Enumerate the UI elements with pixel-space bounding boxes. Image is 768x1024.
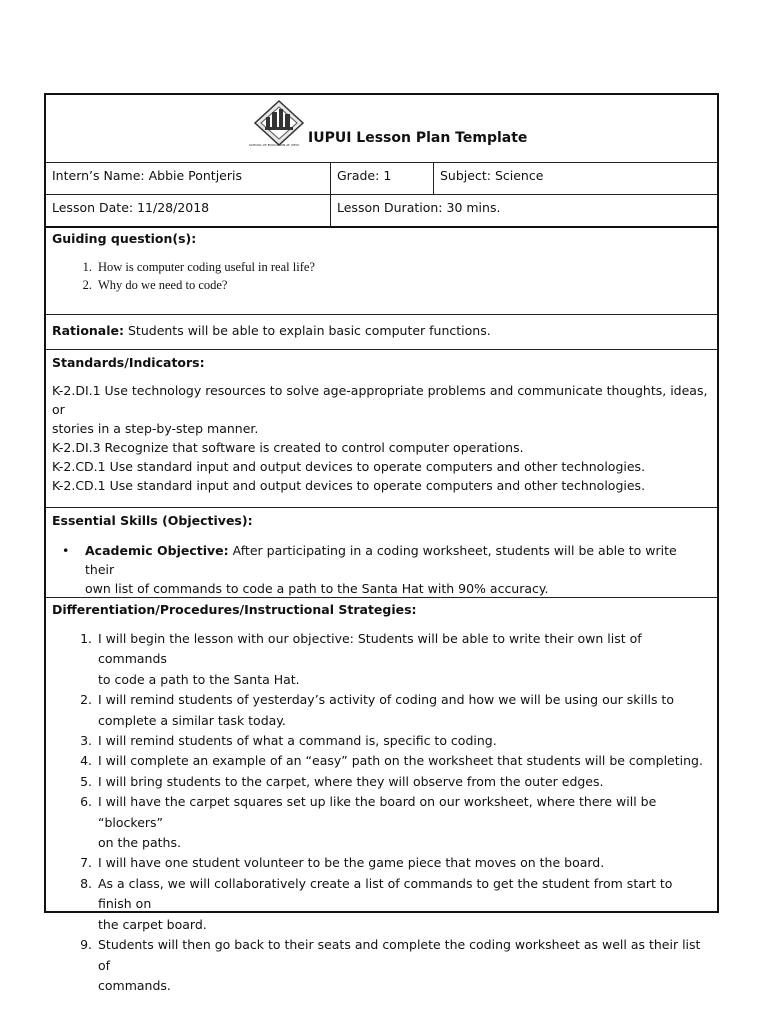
procedure-step [46,690,717,731]
lesson-duration-cell [330,195,717,226]
procedure-step-line: As a class, we will collaboratively create a list of commands to get the student from start to finish on [98,875,673,912]
procedure-step-line: Students will then go back to their seats and complete the coding worksheet as well as their list of [98,937,701,973]
rationale-text: Students will be able to explain basic computer functions. [128,323,491,338]
grade-value: 1 [383,168,392,183]
intern-name-cell [46,163,330,194]
standards-section [46,350,717,508]
standards-heading: Standards/Indicators: [52,355,205,370]
intern-name-label: Intern’s Name: [52,168,145,183]
procedure-step-number: 2. [80,692,92,708]
procedure-step [46,772,717,792]
standards-list [46,381,717,495]
procedure-step [46,731,717,751]
subject-value: Science [494,168,544,183]
procedures-list [46,629,717,996]
procedure-step-line: the carpet board. [98,916,207,932]
grade-cell [330,163,433,194]
procedure-step-line: commands. [98,977,171,993]
standard-line: K-2.CD.1 Use standard input and output devices to operate computers and other technologies. [52,459,646,474]
procedure-step [46,935,717,996]
standard-line: K-2.CD.1 Use standard input and output devices to operate computers and other technologies. [52,478,646,493]
procedure-step-number: 6. [80,794,92,810]
procedure-step-line: I will have the carpet squares set up like the board on our worksheet, where there will be “blockers” [98,794,657,830]
procedure-step-line: to code a path to the Santa Hat. [98,671,300,687]
standard-line: K-2.DI.1 Use technology resources to solve age-appropriate problems and communicate thoughts, ideas, or [52,383,708,417]
essential-skills-heading: Essential Skills (Objectives): [52,513,253,528]
standard-line: stories in a step-by-step manner. [52,421,259,436]
procedure-step-line: I will begin the lesson with our objective: Students will be able to write their own list of commands [98,631,642,667]
lesson-duration-label: Lesson Duration: [337,200,443,215]
procedure-step [46,792,717,853]
procedure-step-number: 7. [80,855,92,871]
procedure-step-line: I will bring students to the carpet, where they will observe from the outer edges. [98,773,604,789]
guiding-questions-list [46,258,717,294]
logo-caption: SCHOOL OF EDUCATION AT IUPUI [249,143,299,147]
procedure-step-number: 9. [80,937,92,953]
procedure-step [46,629,717,690]
intern-row [46,163,717,195]
logo-emblem-icon [251,99,307,149]
objective-item [46,541,717,598]
list-item: 2. Why do we need to code? [82,278,228,292]
procedure-step-number: 1. [80,631,92,646]
objective-text-line2: own list of commands to code a path to the Santa Hat with 90% accuracy. [85,581,549,596]
procedure-step-number: 4. [80,753,92,769]
procedure-step-number: 8. [80,875,92,891]
lesson-date-cell [46,195,330,226]
procedure-step-line: I will remind students of what a command is, specific to coding. [98,733,497,749]
rationale-section [46,315,717,350]
lesson-plan-document [44,93,719,993]
procedure-step [46,853,717,873]
list-item: 1. How is computer coding useful in real life? [82,260,315,274]
procedures-section [46,598,717,993]
header-row [46,95,717,163]
objective-label: Academic Objective: [85,543,229,558]
iupui-logo [251,99,307,149]
rationale-text-line [46,321,497,340]
procedures-heading: Differentiation/Procedures/Instructional Strategies: [52,602,417,617]
procedure-step-line: I will complete an example of an “easy” path on the worksheet that students will be completing. [98,753,703,769]
date-row [46,195,717,228]
subject-label: Subject: [440,168,491,183]
intern-name-value: Abbie Pontjeris [148,168,242,183]
procedure-step [46,751,717,771]
procedure-step [46,874,717,935]
procedure-step-number: 5. [80,773,92,789]
bullet-icon: • [62,543,70,558]
objective-text-line1: After participating in a coding worksheet, students will be able to write their [85,543,677,577]
lesson-date-value: 11/28/2018 [137,200,210,215]
procedure-step-line: I will have one student volunteer to be the game piece that moves on the board. [98,855,605,871]
procedure-step-line: on the paths. [98,835,181,851]
standard-line: K-2.DI.3 Recognize that software is created to control computer operations. [52,440,524,455]
procedure-step-number: 3. [80,733,92,749]
procedure-step-line: I will remind students of yesterday’s activity of coding and how we will be using our skills to [98,692,674,708]
essential-skills-section [46,508,717,598]
subject-cell [433,163,717,194]
procedure-step-line: complete a similar task today. [98,712,286,728]
lesson-duration-value: 30 mins. [446,200,501,215]
grade-label: Grade: [337,168,380,183]
document-title: IUPUI Lesson Plan Template [308,130,528,146]
guiding-questions-section [46,228,717,315]
rationale-label: Rationale: [52,323,125,338]
lesson-date-label: Lesson Date: [52,200,134,215]
guiding-questions-heading: Guiding question(s): [52,231,197,246]
